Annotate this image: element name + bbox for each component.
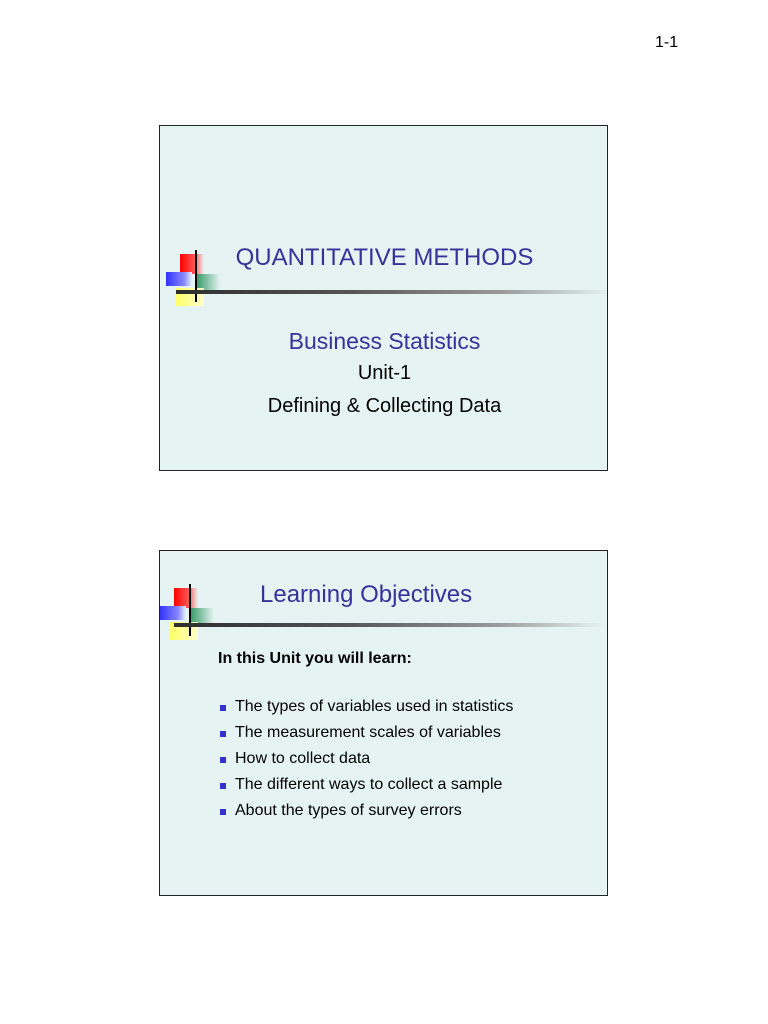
bullet-icon: [220, 705, 226, 711]
slide-heading: Learning Objectives: [260, 581, 473, 608]
slide-subtitle: Business Statistics: [288, 328, 481, 354]
objectives-intro: In this Unit you will learn:: [218, 650, 412, 667]
bullet-icon: [220, 809, 226, 815]
list-item: The measurement scales of variables: [218, 723, 513, 749]
bullet-icon: [220, 731, 226, 737]
title-rule: [176, 290, 608, 294]
title-rule: [174, 623, 604, 627]
list-item: The different ways to collect a sample: [218, 775, 513, 801]
list-item: About the types of survey errors: [218, 801, 513, 827]
slide-logo-icon: [160, 584, 220, 644]
objectives-list: [218, 697, 513, 827]
bullet-icon: [220, 757, 226, 763]
list-item: The types of variables used in statistics: [218, 697, 513, 723]
slide-title: [159, 125, 608, 471]
slide-learning-objectives: [159, 550, 608, 896]
page-number: 1-1: [655, 34, 679, 51]
list-item: How to collect data: [218, 749, 513, 775]
slide-unit: Unit-1: [357, 362, 412, 384]
slide-topic: Defining & Collecting Data: [267, 395, 502, 417]
slide-title-heading: QUANTITATIVE METHODS: [235, 244, 534, 271]
bullet-icon: [220, 783, 226, 789]
